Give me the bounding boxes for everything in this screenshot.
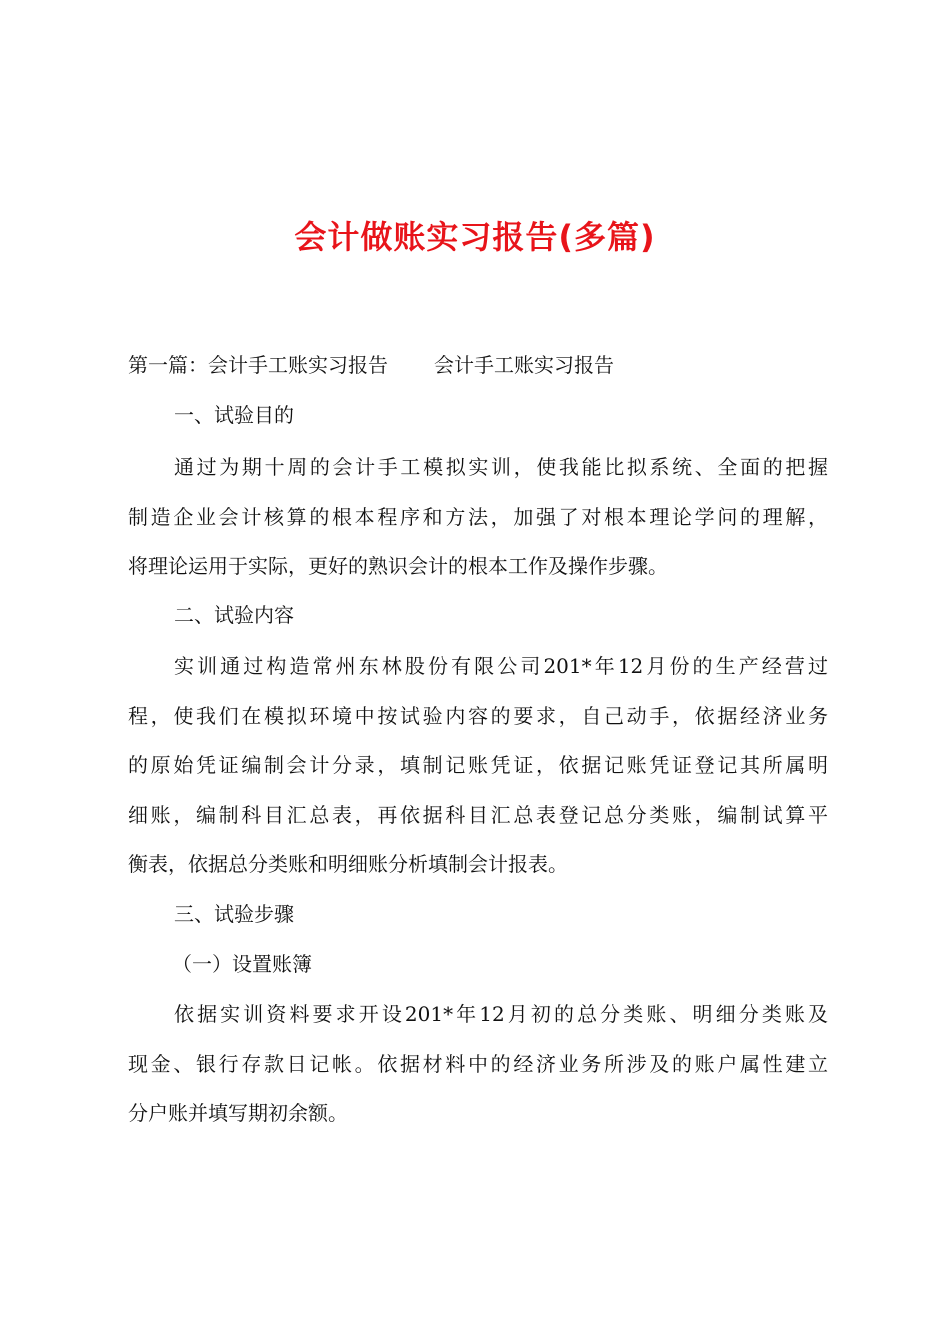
paragraph-line: 衡表，依据总分类账和明细账分析填制会计报表。 (128, 852, 568, 876)
paragraph-line: 将理论运用于实际，更好的熟识会计的根本工作及操作步骤。 (128, 554, 668, 578)
section-heading-steps: 三、试验步骤 (174, 902, 294, 926)
part-heading (128, 353, 828, 377)
part-heading-primary: 第一篇：会计手工账实习报告 (128, 353, 388, 377)
paragraph-line: 通过为期十周的会计手工模拟实训，使我能比拟系统、全面的把握 (174, 455, 828, 479)
paragraph-line: 依据实训资料要求开设201*年12月初的总分类账、明细分类账及 (174, 1002, 828, 1026)
paragraph-line: 制造企业会计核算的根本程序和方法，加强了对根本理论学问的理解， (128, 505, 828, 529)
section-heading-purpose: 一、试验目的 (174, 403, 294, 427)
paragraph-line: 的原始凭证编制会计分录，填制记账凭证，依据记账凭证登记其所属明 (128, 753, 828, 777)
subsection-heading: （一）设置账簿 (172, 952, 312, 976)
part-heading-secondary: 会计手工账实习报告 (434, 353, 614, 377)
paragraph-line: 实训通过构造常州东林股份有限公司201*年12月份的生产经营过 (174, 654, 828, 678)
paragraph-line: 细账，编制科目汇总表，再依据科目汇总表登记总分类账，编制试算平 (128, 803, 828, 827)
paragraph-line: 程，使我们在模拟环境中按试验内容的要求，自己动手，依据经济业务 (128, 704, 828, 728)
paragraph-line: 现金、银行存款日记帐。依据材料中的经济业务所涉及的账户属性建立 (128, 1052, 828, 1076)
section-heading-content: 二、试验内容 (174, 603, 294, 627)
document-title: 会计做账实习报告(多篇) (294, 218, 656, 256)
paragraph-line: 分户账并填写期初余额。 (128, 1101, 348, 1125)
